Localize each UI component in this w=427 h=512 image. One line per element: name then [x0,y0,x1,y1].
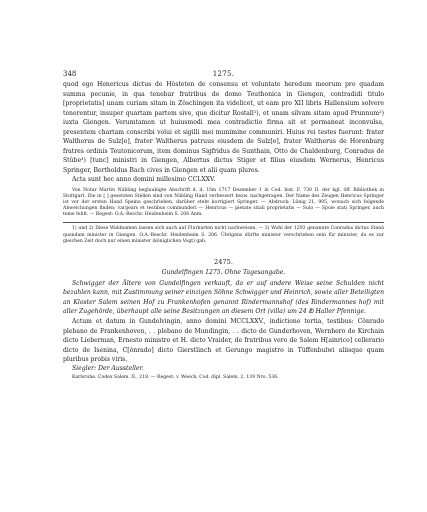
regest [63,279,384,317]
source-line [63,374,384,382]
page-header [63,68,384,80]
entry-heading: Gundelfingen 1275. Ohne Tagesangabe. [161,268,286,276]
source-note-text: Von Notar Martin Nübling beglaubigte Abschrift d. d. Ulm 1717 Dezember 1 in Cod. hist. F. 730 II. der kgl. öff. Bibliothek in Stuttgart. Die in [ ] gesetzten Stellen sind von Nübling Hand verbessert bezw. nachgetragen. Der Name des Zeugen Henricus Springer ist vor der ersten Hand Speina geschrieben, darüber steht korrigiert Springer. — Abdruck: Lünig 21, 905, wonach sich folgende Abweichungen finden: varijears et testibus communderi — Henricus — pietate sitali proprietatis — Sulo — Spoie stati Springer, auch teme fehlt. — Regest: O.A.-Beschr. Heidenheim S. 206 Anm. [63,188,384,218]
footnote-divider [63,222,384,223]
charter-paragraph-2: Actum et datum in Gundelvingin, anno domini MCCLXXV., indictione tertia, testibus: Cônrado plebano de Frankenhoven, . . plebano de Mundingin, . . dicto de Gunderhoven, Wernhero de Kirchain dicto Lieberman, Ernesto ministro et H. dicto Vraider, de fratribus vero de Salem H[ainrico] cellerario dicto de Isenina, C[ônrado] dicto Gierstlinch et Gerungo magistro in Tüffenbulwi aliisque quam pluribus probis viris. [63,318,384,364]
charter-paragraph: quod ego Henericus dictus de Hôsteten de consensu et voluntate heredum meorum pro quadam summa pecunie, in qua tenebar fratribus de domo Teuthonica in Giengen, contradidi titulo [proprietatis] unam curiam sitam in Zôschingen ita videlicet, ut eam pro XII libris Hallensium solvere tenerentur, insuper quartam partem sive, que dicitur Rostall¹), et unam silvam sitam apud Prunnum²) iuxta Giengen. Verumtamen ut huiusmodi mea contradictio firma sit et permaneat inconvulsa, presentem chartam conscribi volui et sigilli mei munimine communiri. Huius rei testes fuerunt: frater Waltherus de Sulz[e], frater Waltherus patruus eiusdem de Sulz[e], frater Waltherus de Horenburg fratres ordinis Teutonicorum, item dominus Sigfridus de Sunthain, Otto de Chaldenburg, Conradus de Stûbe³) [tunc] ministri in Giengen, Albertus dictus Stiger et filius eiusdem Wernerus, Henricus Springer, Bertholdus Bach cives in Giengen et alii quam plures. [63,81,384,174]
footnote-text: 1) und 2) Diese Waldnamen lassen sich auch auf Flurkarten nicht nachweisen. — 3) Wohl der 1293 genannte Conradus dictus Stanâ quondam minister in Giengen. O.A.-Beschr. Heidenheim S. 206. Übrigens dürfte minister verschrieben sein für minister, da es zur gleichen Zeit doch nur einen minister (königlichen Vogt) gab. [63,226,384,244]
footnotes [63,226,384,244]
source-note [63,188,384,218]
charter-dating: Acta sunt hec anno domini millesimo CCLXXV. [72,176,216,184]
running-year: 1275. [212,70,235,78]
page-number: 348 [63,70,77,78]
document-page [63,68,384,382]
regest-text: Schwigger der Ältere von Gundelfingen verkauft, da er auf andere Weise seine Schulden nicht bezahlen kann, mit Zustimmung seiner einzigen Söhne Schwigger und Heinrich, sowie aller Beteiligten an Kloster Salem seinen Hof zu Frankenhofen genannt Rindermannshof (des Rindermannes hof) mit aller Zugehörde, überhaupt alle seine Besitzungen an diesem Ort (villa) um 24 ℔ Haller Pfennige. [63,279,384,315]
source-line-text: Karlsruhe. Codex Salem. II., 218. — Regest: v. Weech, Cod. dipl. Salem. 2, 139 Nro. 536. [72,374,279,380]
entry-number: 2475. [214,257,233,266]
seal-note: Siegler: Der Aussteller. [72,365,144,373]
charter-text-2 [63,317,384,373]
charter-text [63,80,384,185]
